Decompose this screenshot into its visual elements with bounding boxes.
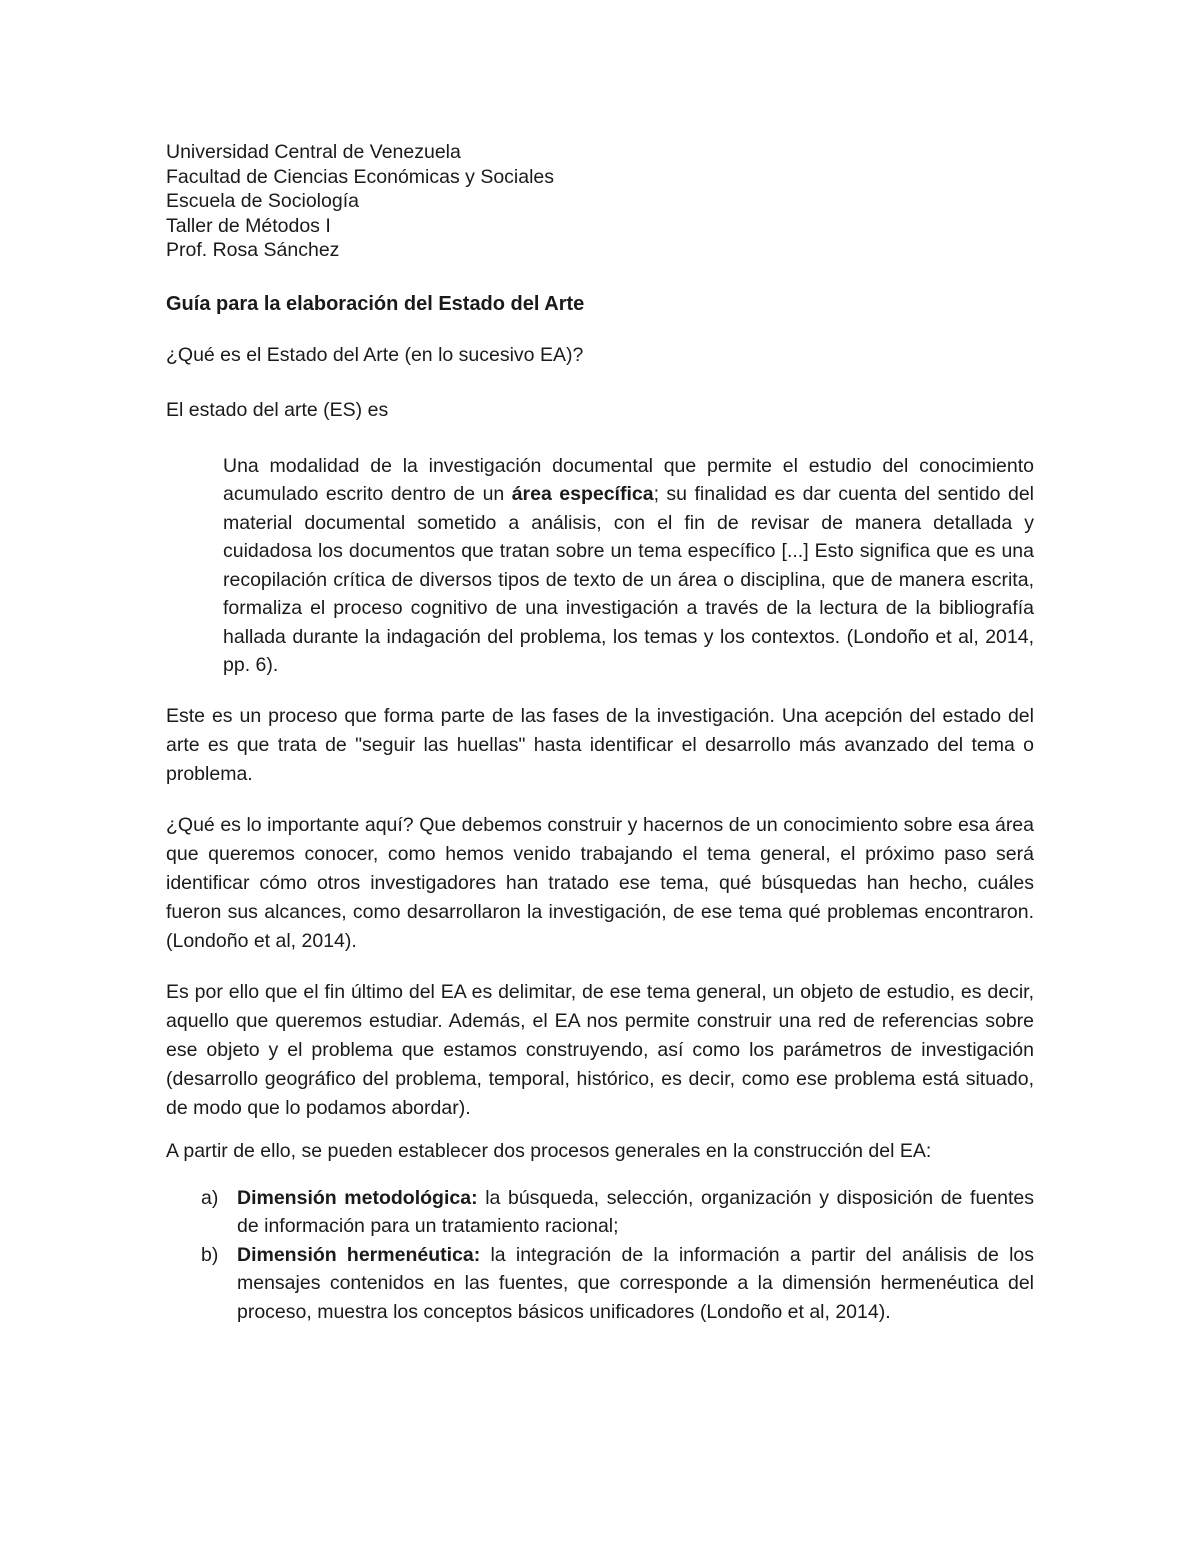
paragraph-4: A partir de ello, se pueden establecer dos procesos generales en la construcción del EA:	[166, 1139, 932, 1162]
list-item	[166, 1241, 1034, 1327]
quote-bold-term: área específica	[511, 483, 654, 505]
faculty-name: Facultad de Ciencias Económicas y Sociales	[166, 165, 555, 188]
list-marker: b)	[201, 1243, 219, 1266]
document-page	[166, 140, 1034, 1326]
paragraph-2: ¿Qué es lo importante aquí? Que debemos construir y hacernos de un conocimiento sobre esa área que queremos conocer, como hemos venido trabajando el tema general, el próximo paso será identificar cómo otros investigadores han tratado ese tema, qué búsquedas han hecho, cuáles fueron sus alcances, como desarrollaron la investigación, de ese tema qué problemas encontraron. (Londoño et al, 2014).	[166, 813, 1034, 952]
document-header	[166, 140, 1034, 263]
school-name: Escuela de Sociología	[166, 190, 359, 212]
document-title: Guía para la elaboración del Estado del Arte	[166, 292, 585, 315]
intro-text: El estado del arte (ES) es	[166, 398, 389, 421]
quote-text-1: Una modalidad de la investigación documental que permite el estudio del conocimiento acumulado escrito dentro de un	[223, 454, 1034, 505]
dimensions-list	[166, 1184, 1034, 1327]
list-item	[166, 1184, 1034, 1241]
list-marker: a)	[201, 1186, 219, 1209]
block-quote	[223, 452, 1034, 680]
list-item-term: Dimensión metodológica:	[237, 1186, 478, 1209]
list-item-term: Dimensión hermenéutica:	[237, 1243, 481, 1266]
university-name: Universidad Central de Venezuela	[166, 141, 461, 163]
paragraph-1: Este es un proceso que forma parte de las fases de la investigación. Una acepción del estado del arte es que trata de "seguir las huellas" hasta identificar el desarrollo más avanzado del tema o problema.	[166, 704, 1034, 785]
list-item-text: la búsqueda, selección, organización y disposición de fuentes de información para un tratamiento racional;	[237, 1186, 1034, 1237]
professor-name: Prof. Rosa Sánchez	[166, 239, 340, 261]
question-heading: ¿Qué es el Estado del Arte (en lo sucesivo EA)?	[166, 343, 584, 366]
quote-text-2: ; su finalidad es dar cuenta del sentido del material documental sometido a análisis, con el fin de revisar de manera detallada y cuidadosa los documentos que tratan sobre un tema específico [...] Esto significa que es una recopilación crítica de diversos tipos de texto de un área o disciplina, que de manera escrita, formaliza el proceso cognitivo de una investigación a través de la lectura de la bibliografía hallada durante la indagación del problema, los temas y los contextos. (Londoño et al, 2014, pp. 6).	[223, 483, 1034, 676]
paragraph-3: Es por ello que el fin último del EA es delimitar, de ese tema general, un objeto de estudio, es decir, aquello que queremos estudiar. Además, el EA nos permite construir una red de referencias sobre ese objeto y el problema que estamos construyendo, así como los parámetros de investigación (desarrollo geográfico del problema, temporal, histórico, es decir, como ese problema está situado, de modo que lo podamos abordar).	[166, 980, 1034, 1119]
list-item-text: la integración de la información a partir del análisis de los mensajes contenidos en las fuentes, que corresponde a la dimensión hermenéutica del proceso, muestra los conceptos básicos unificadores (Londoño et al, 2014).	[237, 1243, 1035, 1323]
course-name: Taller de Métodos I	[166, 214, 331, 237]
